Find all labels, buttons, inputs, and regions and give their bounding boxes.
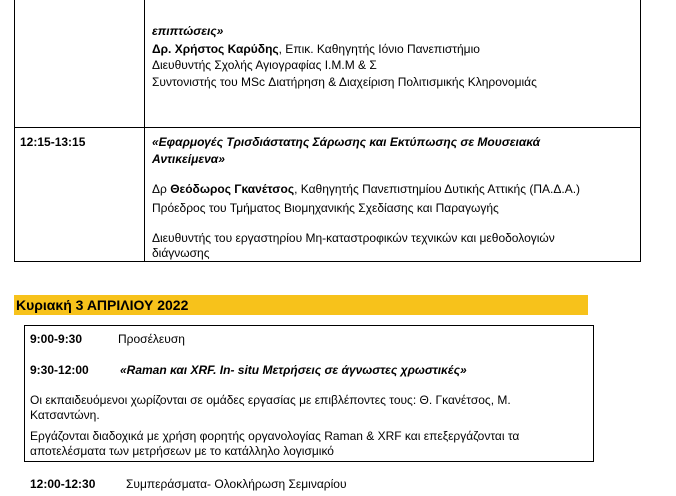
day-para-line3: Εργάζονται διαδοχικά με χρήση φορητής οργανολογίας Raman & XRF και επεξεργάζονται τα <box>30 429 520 443</box>
session1-line3: Συντονιστής του MSc Διατήρηση & Διαχείριση Πολιτισμικής Κληρονομιάς <box>152 75 537 89</box>
day-banner-text: Κυριακή 3 ΑΠΡΙΛΙΟΥ 2022 <box>16 297 189 313</box>
session2-speaker <box>152 182 580 197</box>
session2-line3: Διευθυντής του εργαστηρίου Μη-καταστροφικών τεχνικών και μεθοδολογιών <box>152 231 555 245</box>
day-box-right <box>593 325 594 462</box>
session2-time: 12:15-13:15 <box>20 135 86 149</box>
session2-speaker-name: Θεόδωρος Γκανέτσος <box>170 182 295 196</box>
session2-title-line2: Αντικείμενα» <box>152 152 225 166</box>
day-box-top <box>24 325 594 326</box>
table-row-divider <box>14 127 641 128</box>
day-row1-time: 9:00-9:30 <box>30 332 83 346</box>
session2-speaker-role: , Καθηγητής Πανεπιστημίου Δυτικής Αττικής (ΠΑ.Δ.Α.) <box>294 182 581 196</box>
session1-title-tail: επιπτώσεις» <box>152 24 224 38</box>
session2-title-line1: «Εφαρμογές Τρισδιάστατης Σάρωσης και Εκτύπωσης σε Μουσειακά <box>152 135 541 149</box>
session1-speaker-name: Δρ. Χρήστος Καρύδης <box>152 42 279 56</box>
session1-speaker <box>152 42 480 57</box>
table-border-left <box>14 0 15 262</box>
session1-line2: Διευθυντής Σχολής Αγιογραφίας Ι.Μ.Μ & Σ <box>152 58 377 72</box>
day-row3-time: 12:00-12:30 <box>30 477 96 491</box>
day-para-line4: αποτελέσματα των μετρήσεων με το κατάλληλο λογισμικό <box>30 444 334 458</box>
session2-line2: Πρόεδρος του Τμήματος Βιομηχανικής Σχεδίασης και Παραγωγής <box>152 201 499 215</box>
session2-speaker-prefix: Δρ <box>152 182 171 196</box>
table-column-divider <box>144 0 145 262</box>
day-row2-time: 9:30-12:00 <box>30 363 89 377</box>
session1-speaker-role: , Επικ. Καθηγητής Ιόνιο Πανεπιστήμιο <box>278 42 480 56</box>
day-para-line2: Κατσαντώνη. <box>30 408 100 422</box>
table-border-bottom <box>14 261 641 262</box>
day-row1-text: Προσέλευση <box>118 332 185 346</box>
day-box-left <box>24 325 25 462</box>
day-para-line1: Οι εκπαιδευόμενοι χωρίζονται σε ομάδες εργασίας με επιβλέποντες τους: Θ. Γκανέτσος, Μ. <box>30 393 511 407</box>
day-banner <box>14 295 588 315</box>
day-box-bottom <box>24 461 594 462</box>
session2-line4: διάγνωσης <box>152 246 210 260</box>
day-row3-text: Συμπεράσματα- Ολοκλήρωση Σεμιναρίου <box>126 477 347 491</box>
day-row2-text: «Raman και XRF. In- situ Μετρήσεις σε άγνωστες χρωστικές» <box>120 363 467 377</box>
table-border-right <box>640 0 641 262</box>
